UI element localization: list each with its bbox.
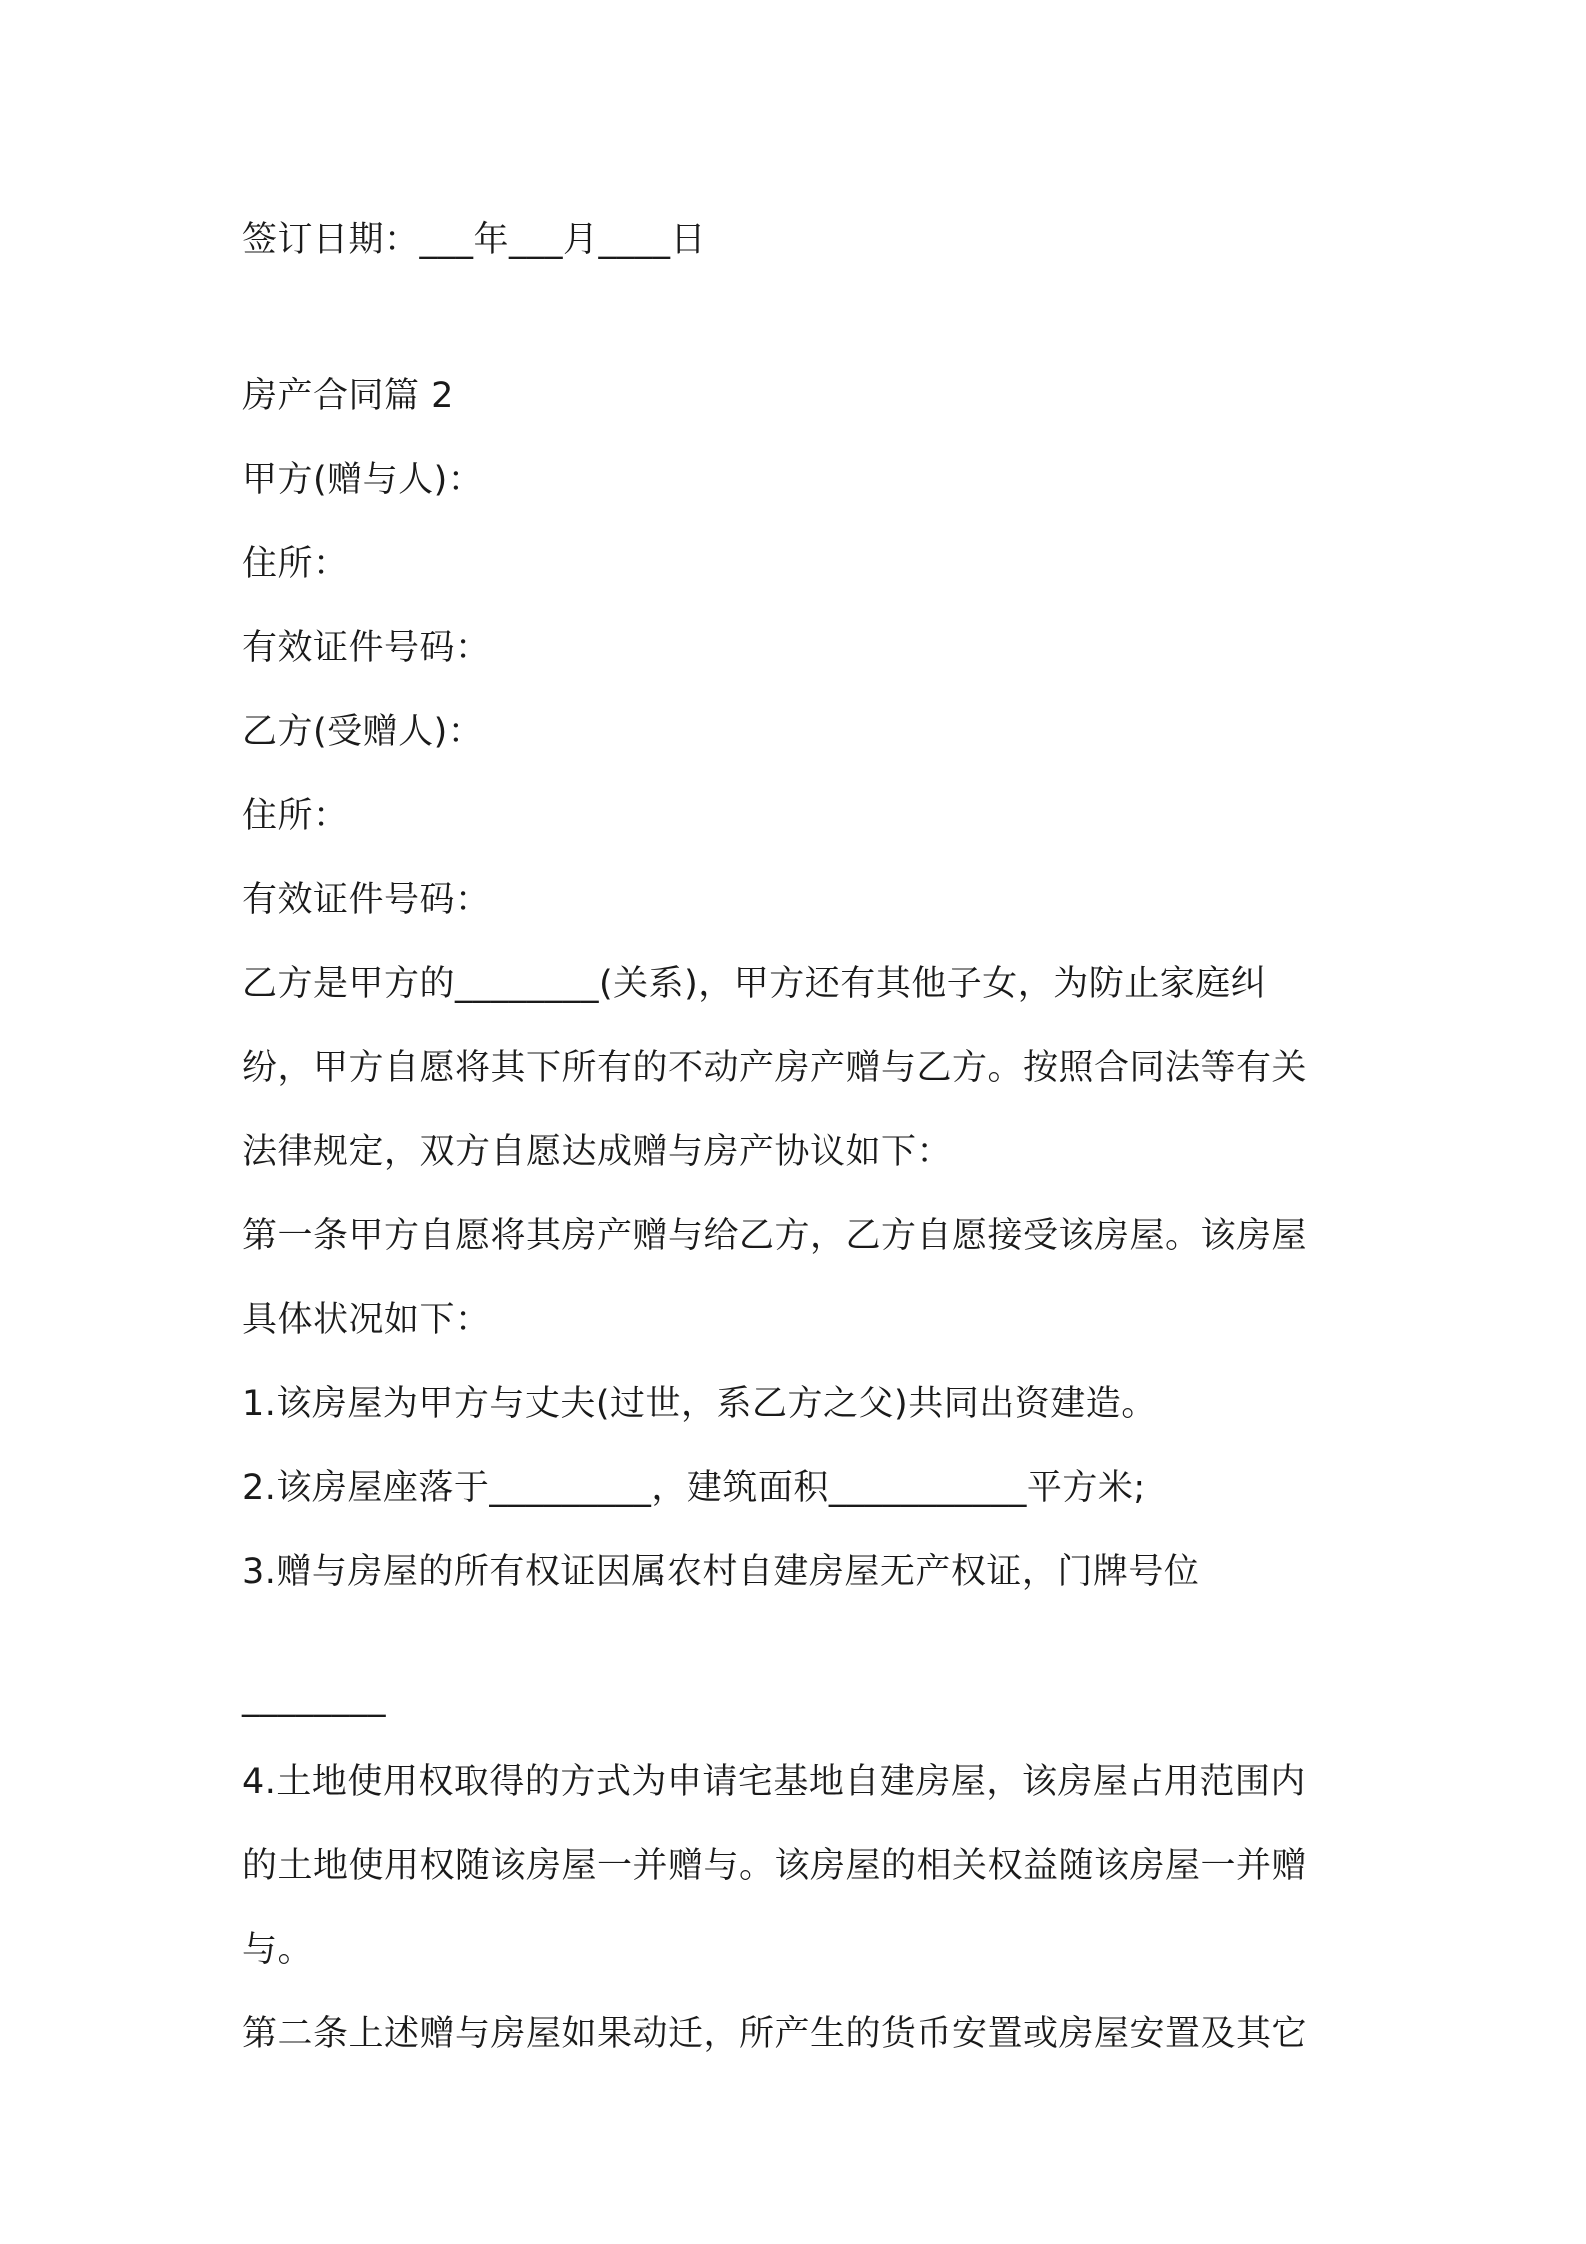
party-a-id: 有效证件号码： [242, 628, 491, 668]
article-2-line: 第二条上述赠与房屋如果动迁，所产生的货币安置或房屋安置及其它 [242, 2014, 1308, 2054]
party-b-id: 有效证件号码： [242, 880, 491, 920]
intro-line: 乙方是甲方的________(关系)，甲方还有其他子女，为防止家庭纠 [242, 964, 1267, 1004]
item-4-line: 与。 [242, 1930, 314, 1970]
party-a-address: 住所： [242, 544, 349, 584]
section-title: 房产合同篇 2 [242, 376, 454, 416]
article-1-line: 具体状况如下： [242, 1300, 491, 1340]
item-4-line: 的土地使用权随该房屋一并赠与。该房屋的相关权益随该房屋一并赠 [242, 1846, 1308, 1886]
signing-date: 签订日期：___年___月____日 [242, 220, 707, 260]
item-3-blank: ________ [242, 1678, 386, 1718]
intro-paragraph [242, 942, 1362, 1194]
party-b-label: 乙方(受赠人)： [242, 712, 484, 752]
article-1-paragraph [242, 1194, 1362, 1362]
item-4-paragraph [242, 1740, 1362, 1992]
item-2: 2.该房屋座落于_________，建筑面积___________平方米; [242, 1468, 1146, 1508]
item-4-line: 4.土地使用权取得的方式为申请宅基地自建房屋，该房屋占用范围内 [242, 1762, 1306, 1802]
party-a-label: 甲方(赠与人)： [242, 460, 484, 500]
article-1-line: 第一条甲方自愿将其房产赠与给乙方，乙方自愿接受该房屋。该房屋 [242, 1216, 1308, 1256]
item-3: 3.赠与房屋的所有权证因属农村自建房屋无产权证，门牌号位 [242, 1552, 1200, 1592]
document-body [242, 198, 1362, 2076]
item-1: 1.该房屋为甲方与丈夫(过世，系乙方之父)共同出资建造。 [242, 1384, 1157, 1424]
intro-line: 法律规定，双方自愿达成赠与房产协议如下： [242, 1132, 953, 1172]
intro-line: 纷，甲方自愿将其下所有的不动产房产赠与乙方。按照合同法等有关 [242, 1048, 1308, 1088]
party-b-address: 住所： [242, 796, 349, 836]
